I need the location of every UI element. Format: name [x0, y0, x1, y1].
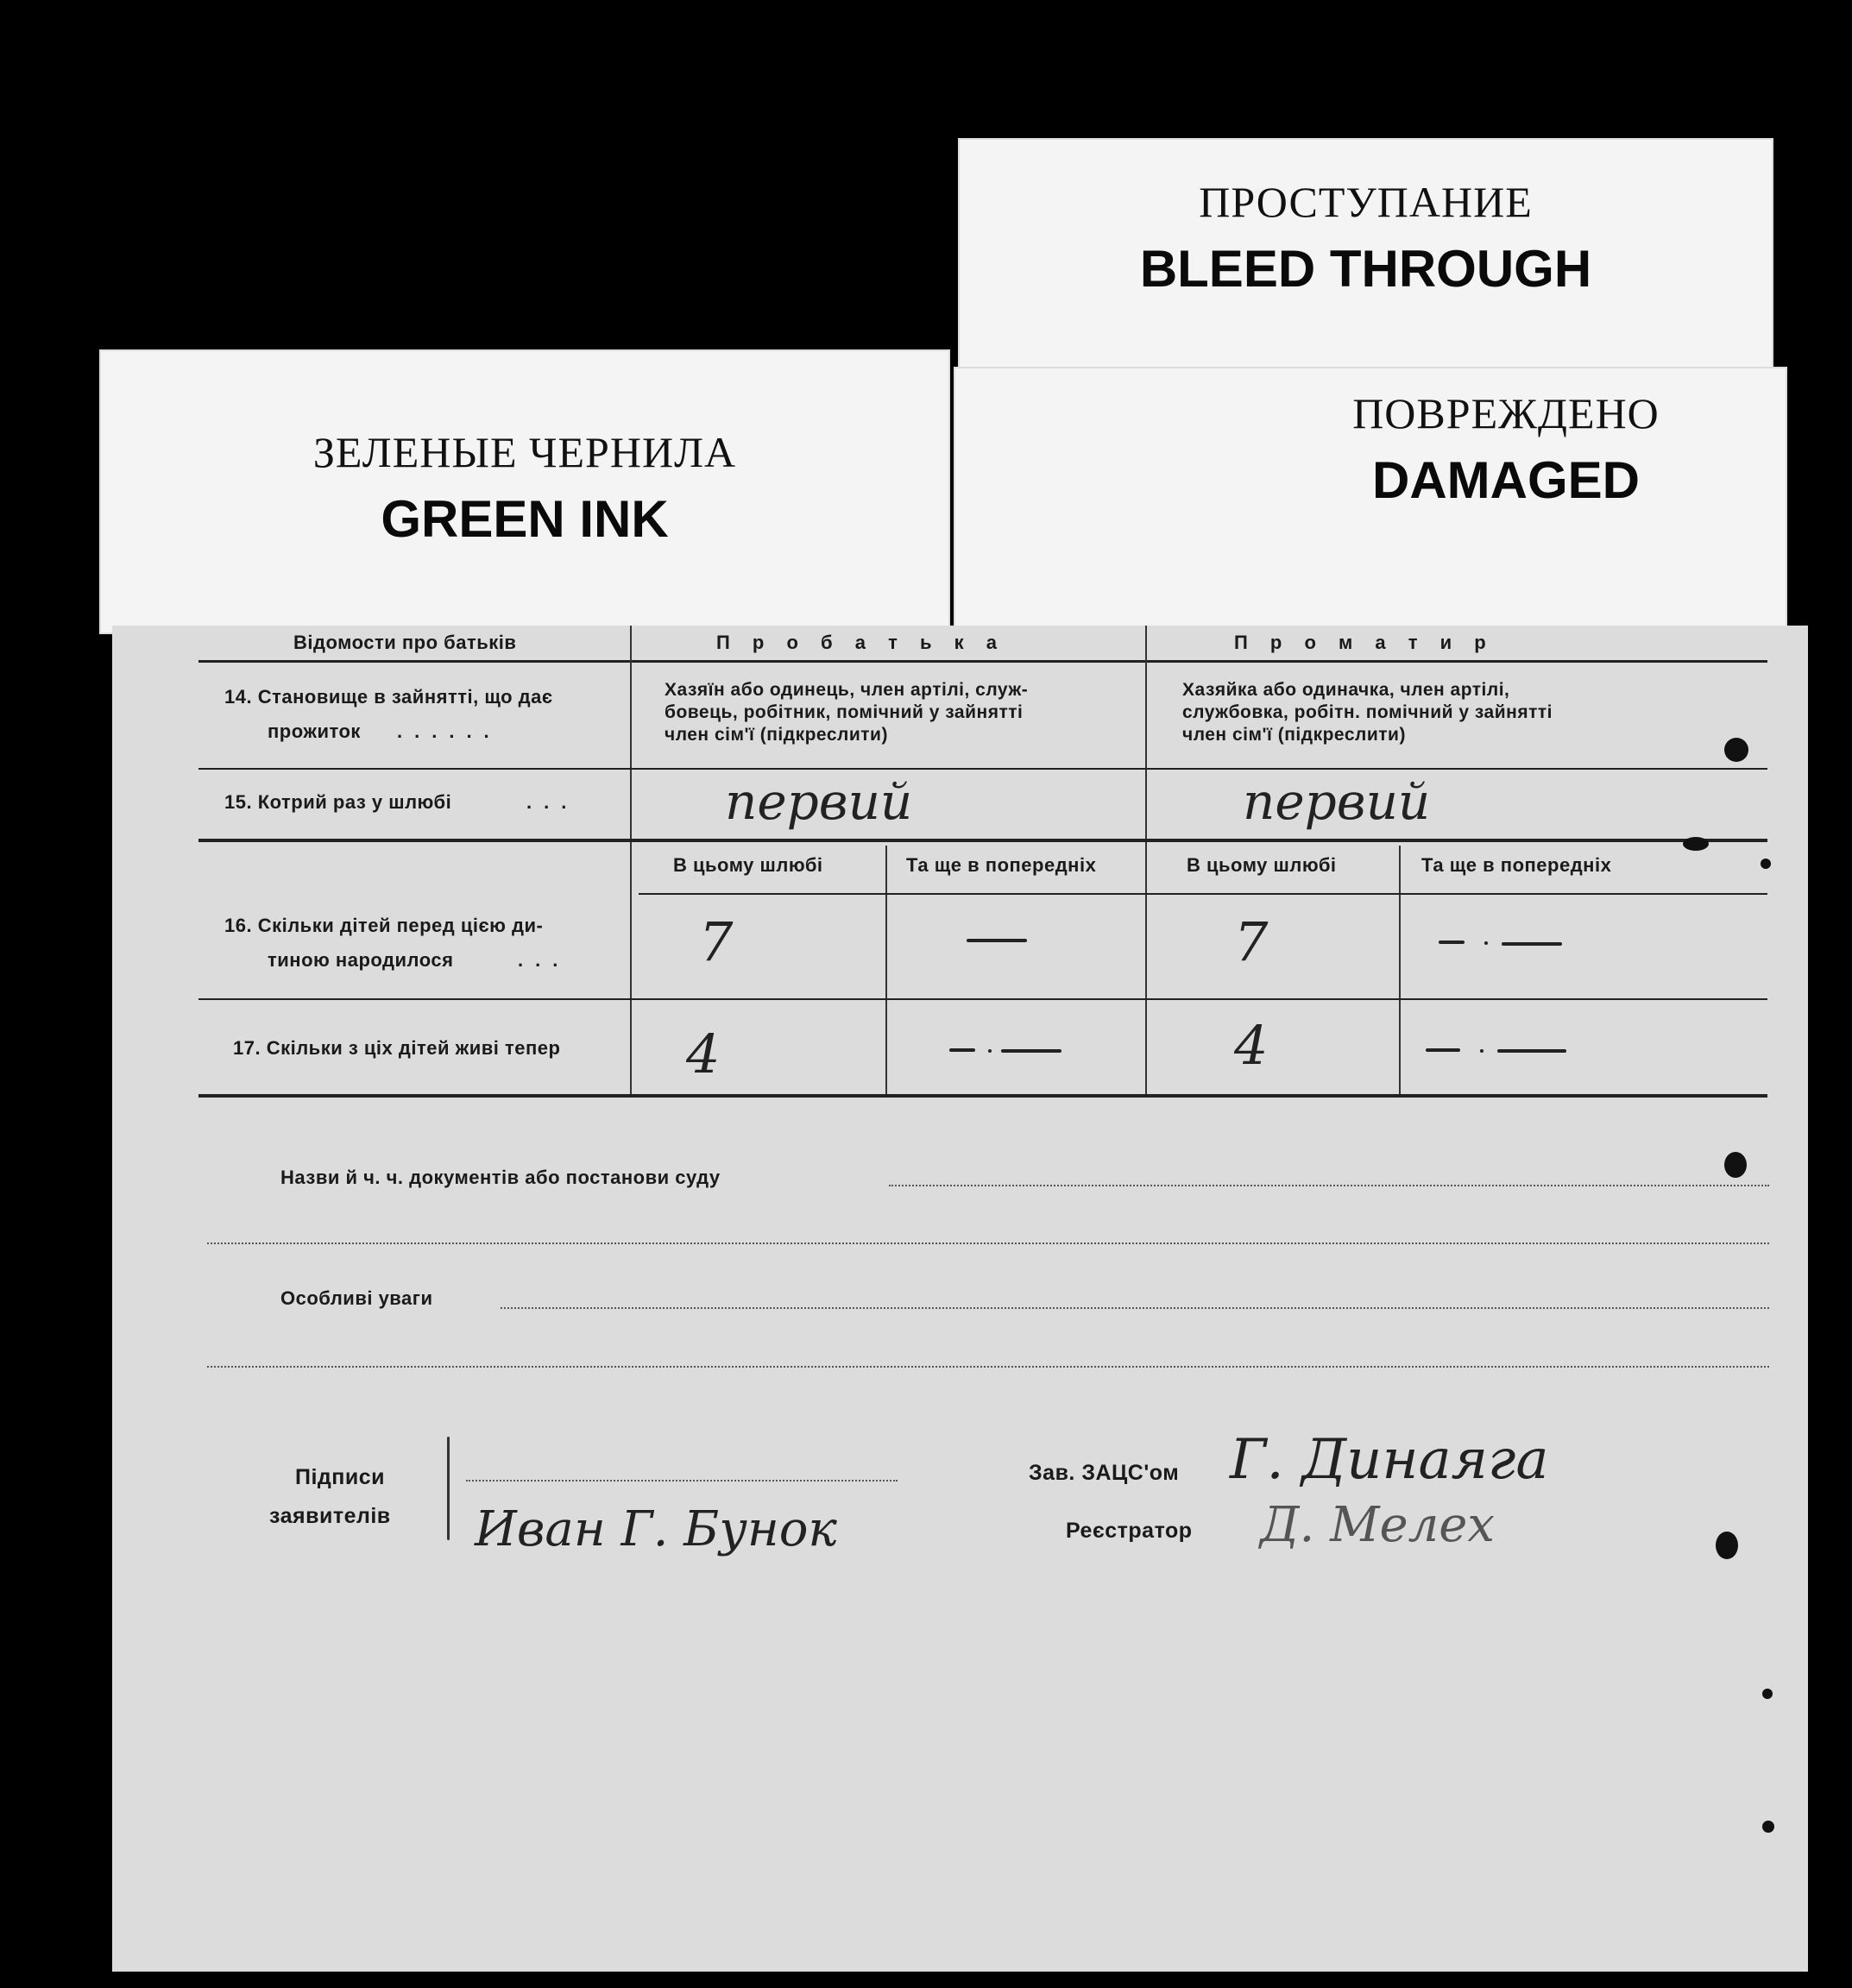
damaged-note-en: DAMAGED — [1372, 451, 1640, 509]
row17-label: 17. Скільки з ціх дітей живі тепер — [233, 1037, 561, 1059]
row16-mother-previous-dot — [1484, 941, 1488, 945]
row14-mother-line3: член сім'ї (підкреслити) — [1182, 725, 1406, 745]
row15-bottom-rule — [198, 839, 1767, 842]
documents-line-1 — [889, 1185, 1769, 1186]
subheader-mother-previous: Та ще в попередніх — [1421, 854, 1612, 876]
column-divider-4 — [1399, 846, 1401, 1096]
row14-label-dots: ...... — [397, 720, 501, 742]
row14-mother-line2: службовка, робітн. помічний у зайнятті — [1182, 702, 1553, 722]
binding-hole-2 — [1683, 837, 1709, 851]
documents-line-2 — [207, 1242, 1769, 1244]
bleed-through-note-en: BLEED THROUGH — [1139, 240, 1592, 298]
damaged-note — [954, 367, 1787, 630]
row16-father-this: 7 — [699, 910, 734, 973]
row17-father-previous-dash-a — [949, 1048, 975, 1052]
damaged-note-ru: ПОВРЕЖДЕНО — [1352, 389, 1660, 437]
row14-father-line3: член сім'ї (підкреслити) — [665, 725, 888, 745]
row17-mother-this: 4 — [1234, 1014, 1269, 1077]
binding-hole-5 — [1716, 1532, 1738, 1559]
row16-father-previous-dash — [967, 939, 1027, 942]
row17-father-this: 4 — [686, 1022, 721, 1085]
column-divider-1 — [630, 626, 632, 1096]
green-ink-note-en: GREEN INK — [381, 490, 669, 548]
row16-mother-previous-dash-a — [1439, 941, 1465, 944]
row17-mother-previous-dash-b — [1497, 1049, 1566, 1053]
green-ink-note — [99, 349, 950, 634]
header-parents-info: Відомости про батьків — [293, 632, 517, 653]
row14-label-line2: прожиток — [268, 720, 361, 742]
column-divider-2 — [1145, 626, 1147, 1096]
row14-bottom-rule — [198, 768, 1767, 770]
row15-mother-value: первий — [1243, 772, 1431, 831]
binding-hole-1 — [1724, 738, 1748, 762]
row15-label: 15. Котрий раз у шлюбі — [224, 791, 452, 813]
row14-father-line1: Хазяїн або одинець, член артілі, служ- — [665, 680, 1029, 700]
row14-father-line2: бовець, робітник, помічний у зайнятті — [665, 702, 1024, 722]
row16-label-line2: тиною народилося — [268, 949, 454, 971]
row14-father-options — [665, 679, 1028, 746]
registrar-signature: Д. Мелех — [1260, 1497, 1495, 1553]
row16-mother-this: 7 — [1234, 910, 1269, 973]
subheader-father-this-marriage: В цьому шлюбі — [673, 854, 823, 876]
row14-mother-line1: Хазяйка або одиначка, член артілі, — [1182, 680, 1510, 700]
bleed-through-note — [958, 138, 1773, 397]
row16-label-line1: 16. Скільки дітей перед цією ди- — [224, 915, 544, 936]
subheader-mother-this-marriage: В цьому шлюбі — [1187, 854, 1337, 876]
row16-bottom-rule — [198, 998, 1767, 1000]
binding-hole-3 — [1761, 859, 1771, 869]
header-about-father: П р о б а т ь к а — [716, 632, 1005, 653]
header-about-mother: П р о м а т и р — [1234, 632, 1495, 653]
applicant-signature-line-1 — [466, 1480, 898, 1482]
registration-form-page — [112, 626, 1808, 1972]
head-label: Зав. ЗАЦС'ом — [1029, 1461, 1180, 1485]
row14-label-line1: 14. Становище в зайнятті, що дає — [224, 686, 553, 708]
bleed-through-note-ru: ПРОСТУПАНИЕ — [1199, 178, 1533, 226]
special-notes-line-2 — [207, 1366, 1769, 1368]
row14-mother-options — [1182, 679, 1553, 746]
row16-mother-previous-dash-b — [1502, 942, 1562, 946]
head-signature: Г. Динаяга — [1230, 1428, 1549, 1492]
signatures-label-line2: заявителів — [269, 1504, 391, 1528]
row15-label-dots: ... — [526, 791, 579, 813]
special-notes-label: Особливі уваги — [280, 1287, 433, 1309]
signatures-brace — [447, 1437, 450, 1540]
row15-father-value: первий — [725, 772, 913, 831]
special-notes-line-1 — [501, 1307, 1769, 1309]
subheader-father-previous: Та ще в попередніх — [906, 854, 1097, 876]
binding-hole-4 — [1724, 1152, 1747, 1178]
row17-mother-previous-dot — [1480, 1049, 1483, 1053]
subheader-rule — [639, 893, 1767, 895]
row17-father-previous-dot — [988, 1049, 992, 1053]
green-ink-note-ru: ЗЕЛЕНЫЕ ЧЕРНИЛА — [312, 428, 737, 476]
applicant-signature: Иван Г. Бунок — [475, 1501, 837, 1557]
row17-mother-previous-dash-a — [1426, 1048, 1460, 1052]
table-bottom-rule — [198, 1094, 1767, 1098]
registrar-label: Реєстратор — [1066, 1519, 1193, 1543]
row17-father-previous-dash-b — [1001, 1049, 1061, 1053]
signatures-label-line1: Підписи — [295, 1465, 386, 1489]
binding-hole-7 — [1762, 1821, 1774, 1833]
column-divider-3 — [885, 846, 887, 1096]
binding-hole-6 — [1762, 1689, 1773, 1699]
table-top-rule — [198, 660, 1767, 663]
row16-label-dots: ... — [518, 949, 570, 971]
documents-label: Назви й ч. ч. документів або постанови суду — [280, 1167, 721, 1188]
